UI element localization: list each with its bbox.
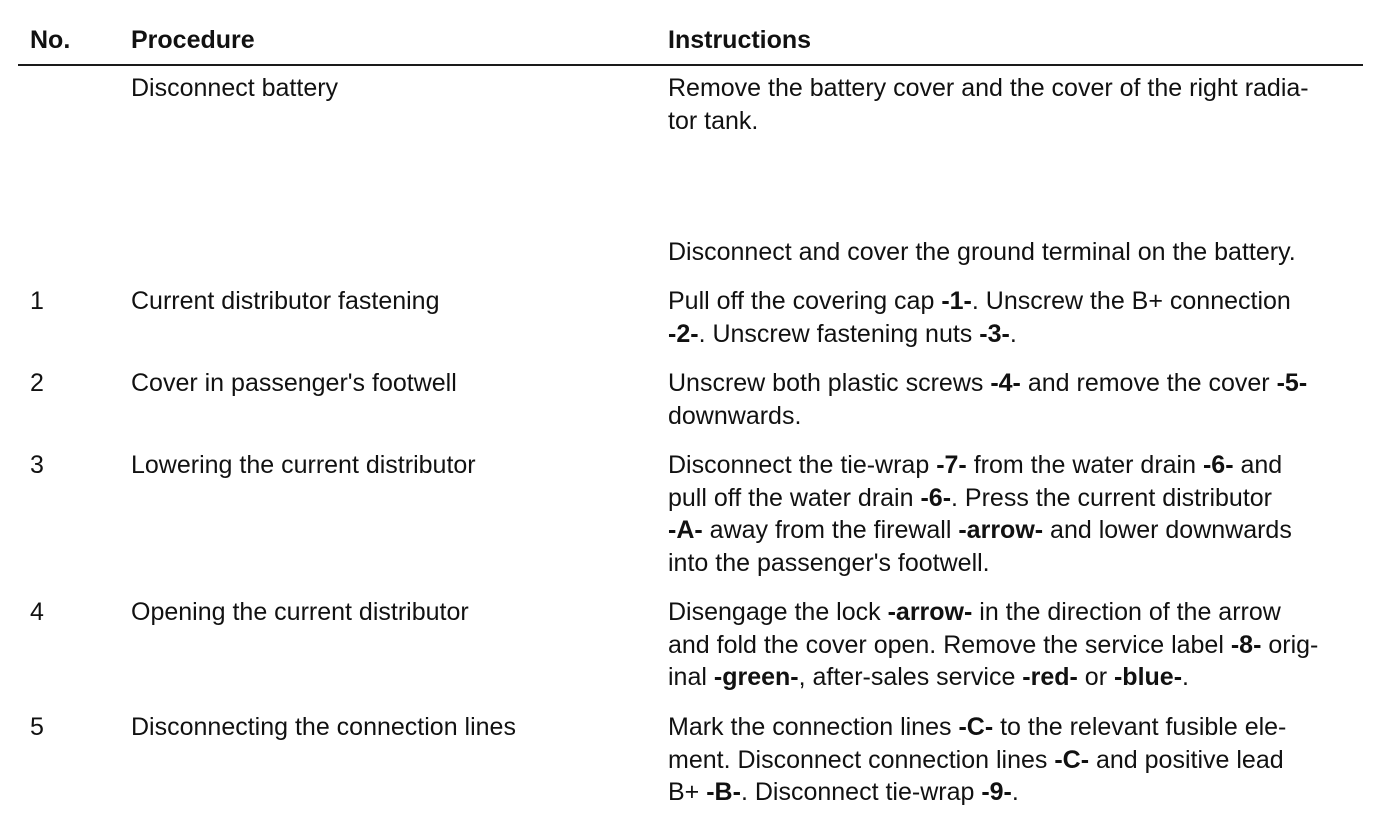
row-procedure: Cover in passenger's footwell	[131, 369, 457, 397]
instruction-text: . Press the current distributor	[951, 483, 1272, 512]
instruction-line	[668, 744, 1368, 777]
row-procedure: Disconnecting the connection lines	[131, 713, 516, 741]
instruction-text: , after-sales service	[798, 663, 1023, 691]
instruction-line	[668, 711, 1368, 744]
instruction-text: Disengage the lock	[668, 598, 888, 626]
row-instructions	[668, 285, 1368, 350]
instruction-text: and fold the cover open. Remove the service label	[668, 630, 1231, 659]
instruction-text: Remove the battery cover and the cover of the right radia-	[668, 74, 1309, 102]
part-reference: -arrow-	[887, 598, 973, 626]
instruction-line	[668, 400, 1368, 433]
part-reference: -arrow-	[958, 516, 1044, 544]
part-reference: -6-	[920, 483, 952, 512]
instruction-text: pull off the water drain	[668, 483, 921, 512]
instruction-text: and lower downwards	[1043, 516, 1292, 544]
instruction-text: and	[1233, 451, 1283, 479]
row-number: 3	[30, 451, 44, 479]
instruction-text: and positive lead	[1089, 745, 1284, 774]
row-number: 2	[30, 369, 44, 397]
instruction-text: Disconnect and cover the ground terminal on the battery.	[668, 238, 1296, 266]
row-number: 4	[30, 598, 44, 626]
instruction-line	[668, 105, 1368, 138]
part-reference: -green-	[713, 663, 799, 691]
part-reference: -red-	[1022, 663, 1078, 691]
instruction-text: and remove the cover	[1020, 369, 1277, 397]
instruction-line	[668, 596, 1368, 629]
instruction-text: . Disconnect tie-wrap	[740, 778, 982, 806]
instruction-text: downwards.	[668, 401, 802, 430]
part-reference: -1-	[941, 287, 972, 315]
header-procedure: Procedure	[131, 26, 255, 54]
table-header	[0, 22, 1392, 62]
instruction-text: Pull off the covering cap	[668, 287, 942, 315]
instruction-line	[668, 776, 1368, 809]
instruction-text: inal	[668, 663, 714, 691]
part-reference: -6-	[1202, 451, 1234, 479]
instruction-line	[668, 629, 1368, 662]
instruction-line	[668, 661, 1368, 694]
instruction-text: Unscrew both plastic screws	[668, 369, 991, 397]
instruction-line	[668, 482, 1368, 515]
instruction-text: to the relevant fusible ele-	[993, 713, 1287, 741]
instruction-text: ment. Disconnect connection lines	[668, 745, 1055, 774]
instruction-line	[668, 72, 1368, 105]
part-reference: -5-	[1276, 369, 1308, 397]
instruction-line	[668, 547, 1368, 580]
instruction-text: .	[1009, 319, 1017, 348]
row-procedure: Opening the current distributor	[131, 598, 469, 626]
part-reference: -8-	[1230, 630, 1262, 659]
row-instructions	[668, 449, 1368, 579]
part-reference: -4-	[990, 369, 1021, 397]
row-instructions	[668, 367, 1368, 432]
part-reference: -C-	[1054, 745, 1090, 774]
instruction-text: orig-	[1261, 630, 1319, 659]
part-reference: -blue-	[1113, 663, 1183, 691]
row-procedure: Lowering the current distributor	[131, 451, 476, 479]
instruction-text: in the direction of the arrow	[972, 598, 1281, 626]
header-instructions: Instructions	[668, 26, 812, 54]
part-reference: -2-	[668, 319, 699, 348]
instruction-text: .	[1182, 663, 1189, 691]
instruction-line	[668, 285, 1368, 318]
row-number: 1	[30, 287, 44, 315]
instruction-text: from the water drain	[966, 451, 1203, 479]
instruction-line	[668, 514, 1368, 547]
header-rule	[18, 64, 1363, 66]
instruction-line	[668, 449, 1368, 482]
instruction-text: . Unscrew the B+ connection	[971, 287, 1291, 315]
part-reference: -9-	[981, 778, 1012, 806]
row-number: 5	[30, 713, 44, 741]
instruction-text: Disconnect the tie-wrap	[668, 451, 937, 479]
row-instructions	[668, 711, 1368, 809]
instruction-line	[668, 318, 1368, 351]
part-reference: -3-	[979, 319, 1010, 348]
instruction-text: .	[1011, 778, 1019, 806]
part-reference: -7-	[936, 451, 967, 479]
instruction-line	[668, 367, 1368, 400]
part-reference: -B-	[706, 778, 741, 806]
instruction-text: away from the firewall	[702, 516, 959, 544]
instruction-text: Mark the connection lines	[668, 713, 959, 741]
instruction-text: B+	[668, 778, 707, 806]
instruction-line	[668, 236, 1368, 269]
part-reference: -A-	[668, 516, 703, 544]
row-procedure: Current distributor fastening	[131, 287, 440, 315]
instruction-text: or	[1077, 663, 1114, 691]
instruction-text: . Unscrew fastening nuts	[698, 319, 980, 348]
row-instructions	[668, 236, 1368, 269]
row-procedure: Disconnect battery	[131, 74, 339, 102]
instruction-text: tor tank.	[668, 106, 759, 135]
part-reference: -C-	[958, 713, 994, 741]
instruction-text: into the passenger's footwell.	[668, 548, 990, 577]
header-no: No.	[30, 26, 71, 54]
row-instructions	[668, 596, 1368, 694]
row-instructions	[668, 72, 1368, 137]
